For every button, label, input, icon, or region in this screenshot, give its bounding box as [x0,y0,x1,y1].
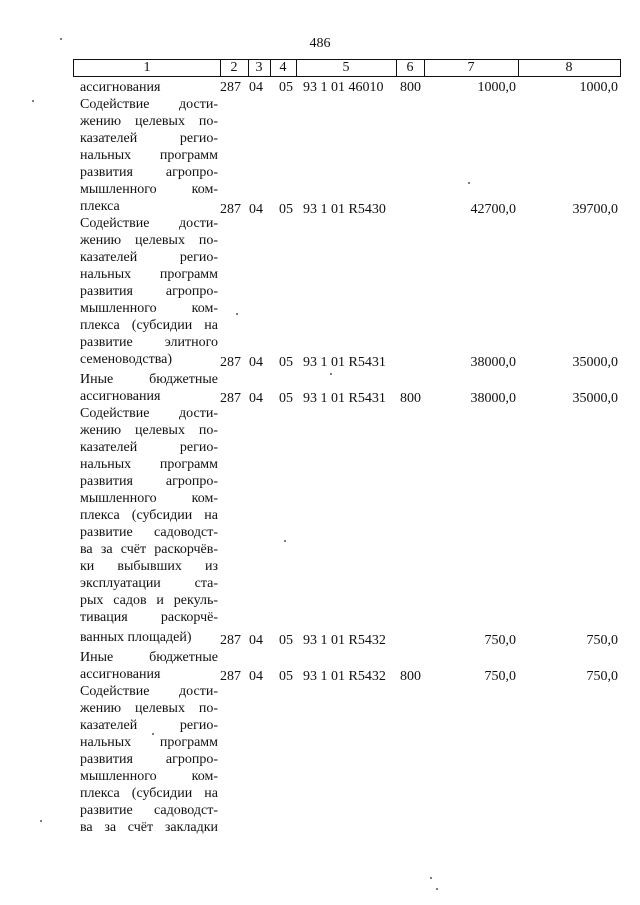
description-line: Содействие дости- [80,406,218,421]
cell-col-4: 05 [279,355,293,370]
description-line: ки выбывших из [80,559,218,574]
description-line: развития агропро- [80,474,218,489]
description-line: мышленного ком- [80,182,218,197]
header-col-8: 8 [565,60,573,75]
cell-col-7: 750,0 [484,669,516,684]
header-col-3: 3 [255,60,263,75]
description-line: эксплуатации ста- [80,576,218,591]
description-line: мышленного ком- [80,301,218,316]
description-line: ассигнования [80,667,161,682]
cell-col-3: 04 [249,391,263,406]
description-line: жению целевых по- [80,114,218,129]
cell-col-5: 93 1 01 R5431 [303,355,386,370]
table-row [220,632,620,649]
description-line: семеноводства) [80,352,173,367]
header-col-7: 7 [467,60,475,75]
cell-col-8: 35000,0 [572,391,618,406]
table-row [220,390,620,407]
cell-col-4: 05 [279,80,293,95]
description-line: развития агропро- [80,752,218,767]
cell-col-2: 287 [220,202,241,217]
table-row [220,354,620,371]
cell-col-4: 05 [279,633,293,648]
cell-col-8: 39700,0 [572,202,618,217]
description-line: нальных программ [80,457,218,472]
cell-col-5: 93 1 01 R5430 [303,202,386,217]
scan-speck [284,540,286,542]
cell-col-2: 287 [220,633,241,648]
cell-col-7: 38000,0 [470,355,516,370]
header-col-4: 4 [279,60,287,75]
cell-col-3: 04 [249,202,263,217]
cell-col-8: 750,0 [586,633,618,648]
cell-col-4: 05 [279,669,293,684]
description-line: нальных программ [80,735,218,750]
page-number: 486 [309,36,331,51]
cell-col-3: 04 [249,633,263,648]
cell-col-7: 750,0 [484,633,516,648]
cell-col-3: 04 [249,669,263,684]
description-line: нальных программ [80,267,218,282]
scan-speck [60,38,62,40]
cell-col-8: 750,0 [586,669,618,684]
description-line: казателей регио- [80,131,218,146]
description-line: рых садов и рекуль- [80,593,218,608]
cell-col-8: 35000,0 [572,355,618,370]
scan-speck [330,373,332,375]
scan-speck [468,182,470,184]
description-line: развитие элитного [80,335,218,350]
scan-speck [430,877,432,879]
cell-col-4: 05 [279,391,293,406]
description-line: ассигнования [80,80,161,95]
description-line: плекса [80,199,120,214]
description-line: казателей регио- [80,718,218,733]
description-line: Содействие дости- [80,97,218,112]
table-row [220,201,620,218]
description-line: мышленного ком- [80,769,218,784]
cell-col-5: 93 1 01 R5431 [303,391,386,406]
cell-col-7: 1000,0 [477,80,516,95]
cell-col-5: 93 1 01 R5432 [303,633,386,648]
description-line: плекса (субсидии на [80,318,218,333]
cell-col-7: 38000,0 [470,391,516,406]
description-line: казателей регио- [80,440,218,455]
cell-col-3: 04 [249,80,263,95]
description-line: развития агропро- [80,284,218,299]
description-line: казателей регио- [80,250,218,265]
scan-speck [32,100,34,102]
description-line: жению целевых по- [80,701,218,716]
cell-col-5: 93 1 01 46010 [303,80,384,95]
cell-col-8: 1000,0 [579,80,618,95]
scan-speck [152,733,154,735]
header-col-2: 2 [230,60,238,75]
cell-col-3: 04 [249,355,263,370]
header-col-6: 6 [406,60,414,75]
description-line: Содействие дости- [80,684,218,699]
cell-col-6: 800 [400,80,421,95]
description-line: Иные бюджетные [80,650,218,665]
header-col-5: 5 [342,60,350,75]
description-line: плекса (субсидии на [80,786,218,801]
table-header [73,59,621,77]
scan-speck [40,820,42,822]
description-line: развития агропро- [80,165,218,180]
description-line: Содействие дости- [80,216,218,231]
description-line: мышленного ком- [80,491,218,506]
cell-col-6: 800 [400,669,421,684]
scan-speck [236,313,238,315]
cell-col-2: 287 [220,80,241,95]
header-col-1: 1 [143,60,151,75]
description-line: нальных программ [80,148,218,163]
description-line: жению целевых по- [80,233,218,248]
cell-col-2: 287 [220,355,241,370]
table-row [220,668,620,685]
description-line: развитие садоводст- [80,803,218,818]
description-line: ва за счёт закладки [80,820,218,835]
description-line: развитие садоводст- [80,525,218,540]
description-line: ассигнования [80,389,161,404]
description-line: ванных площадей) [80,630,192,645]
description-line: плекса (субсидии на [80,508,218,523]
cell-col-2: 287 [220,669,241,684]
cell-col-7: 42700,0 [470,202,516,217]
cell-col-6: 800 [400,391,421,406]
cell-col-5: 93 1 01 R5432 [303,669,386,684]
description-line: жению целевых по- [80,423,218,438]
cell-col-4: 05 [279,202,293,217]
description-line: Иные бюджетные [80,372,218,387]
description-line: тивация раскорчё- [80,610,218,625]
table-row [220,79,620,96]
scan-speck [436,888,438,890]
cell-col-2: 287 [220,391,241,406]
description-line: ва за счёт раскорчёв- [80,542,218,557]
